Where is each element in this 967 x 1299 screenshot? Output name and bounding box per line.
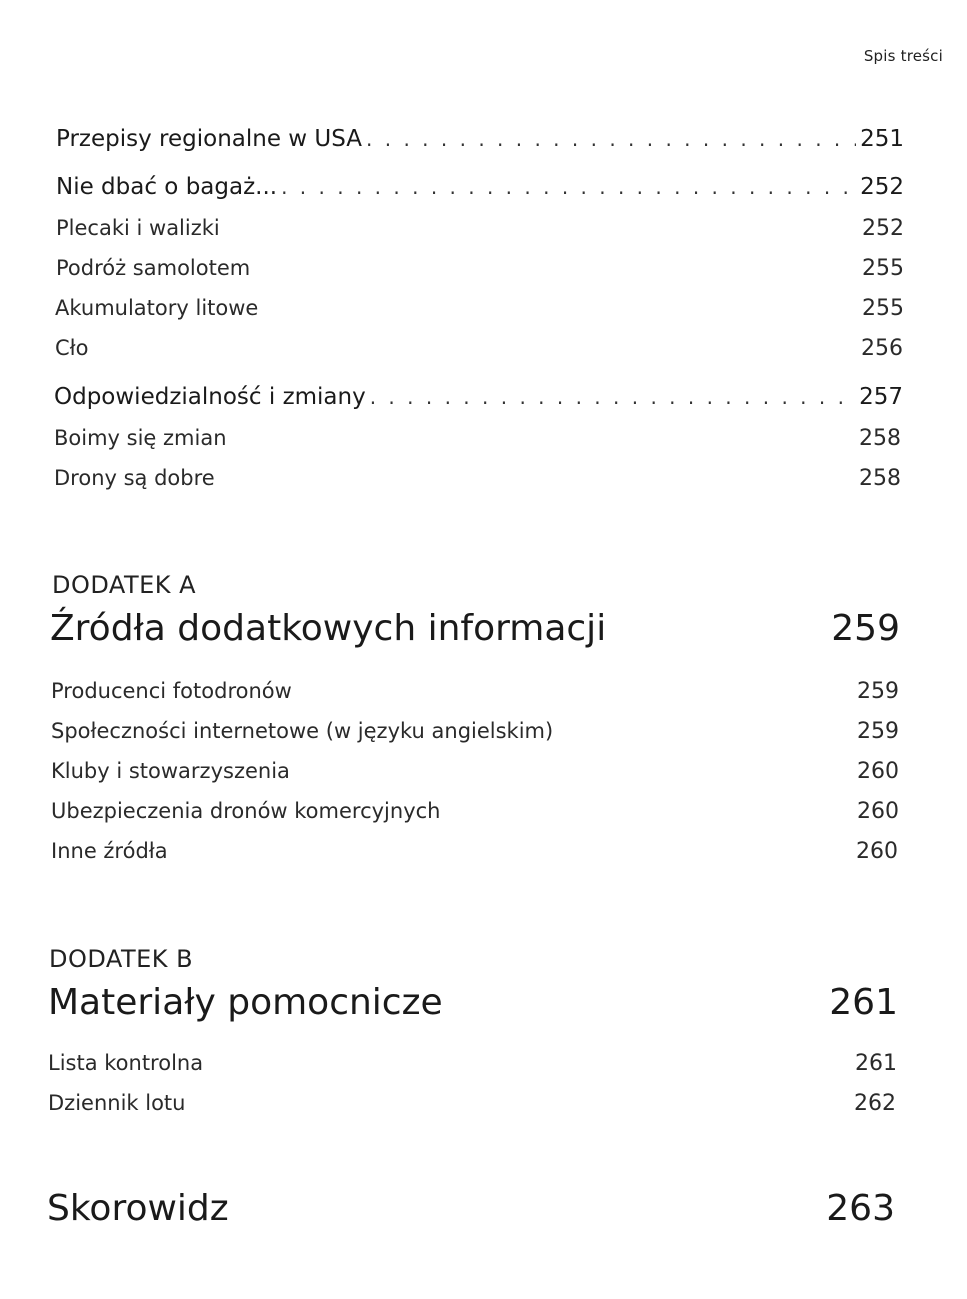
toc-chapter-materialy-pomocnicze[interactable]	[48, 982, 898, 1023]
dot-leader	[281, 175, 856, 199]
toc-entry-nie-dbac-o-bagaz[interactable]	[56, 174, 904, 200]
toc-subentry-title: Plecaki i walizki	[56, 216, 220, 240]
toc-subentry-title: Lista kontrolna	[48, 1051, 204, 1075]
toc-subentry-title: Społeczności internetowe (w języku angielskim)	[51, 719, 554, 743]
toc-subentry-page: 258	[859, 426, 901, 451]
toc-subentry-page: 261	[855, 1051, 897, 1076]
toc-subentry-page: 260	[857, 759, 899, 784]
toc-subentry[interactable]	[51, 839, 898, 864]
toc-subentry[interactable]	[51, 799, 899, 824]
toc-entry-title: Przepisy regionalne w USA	[56, 126, 363, 152]
toc-subentry[interactable]	[51, 679, 899, 704]
toc-chapter-page: 263	[826, 1188, 895, 1229]
toc-entry-przepisy-regionalne[interactable]	[56, 126, 904, 152]
toc-chapter-page: 259	[831, 608, 900, 649]
toc-entry-odpowiedzialnosc-i-zmiany[interactable]	[54, 384, 903, 410]
dot-leader	[370, 385, 855, 409]
toc-chapter-zrodla-dodatkowych-informacji[interactable]	[50, 608, 900, 649]
toc-subentry-page: 258	[859, 466, 901, 491]
toc-subentry-page: 256	[861, 336, 903, 361]
toc-subentry-title: Dziennik lotu	[48, 1091, 186, 1115]
toc-subentry[interactable]	[48, 1051, 897, 1076]
toc-subentry-title: Ubezpieczenia dronów komercyjnych	[51, 799, 441, 823]
appendix-a-label: DODATEK A	[52, 571, 197, 599]
toc-subentry-page: 260	[857, 799, 899, 824]
toc-subentry[interactable]	[51, 759, 899, 784]
toc-chapter-title: Materiały pomocnicze	[48, 982, 443, 1023]
toc-subentry-page: 255	[862, 256, 904, 281]
toc-subentry[interactable]	[48, 1091, 896, 1116]
toc-subentry-title: Kluby i stowarzyszenia	[51, 759, 290, 783]
toc-subentry-title: Inne źródła	[51, 839, 168, 863]
toc-subentry-title: Producenci fotodronów	[51, 679, 292, 703]
toc-subentry[interactable]	[56, 216, 904, 241]
toc-subentry[interactable]	[54, 426, 901, 451]
toc-chapter-title: Skorowidz	[47, 1188, 229, 1229]
toc-subentry-page: 252	[862, 216, 904, 241]
toc-entry-title: Odpowiedzialność i zmiany	[54, 384, 366, 410]
toc-subentry-title: Drony są dobre	[54, 466, 215, 490]
toc-chapter-page: 261	[829, 982, 898, 1023]
toc-entry-page: 257	[859, 384, 903, 410]
toc-subentry-title: Akumulatory litowe	[55, 296, 259, 320]
toc-subentry-page: 260	[856, 839, 898, 864]
toc-subentry[interactable]	[54, 466, 901, 491]
toc-subentry-title: Boimy się zmian	[54, 426, 227, 450]
toc-subentry[interactable]	[51, 719, 899, 744]
toc-chapter-skorowidz[interactable]	[47, 1188, 895, 1229]
toc-entry-page: 252	[860, 174, 904, 200]
appendix-b-label: DODATEK B	[49, 945, 194, 973]
toc-subentry-title: Podróż samolotem	[56, 256, 251, 280]
toc-chapter-title: Źródła dodatkowych informacji	[50, 608, 607, 649]
dot-leader	[366, 127, 856, 151]
toc-subentry-title: Cło	[55, 336, 89, 360]
toc-entry-page: 251	[860, 126, 904, 152]
toc-entry-title: Nie dbać o bagaż...	[56, 174, 278, 200]
toc-subentry-page: 262	[854, 1091, 896, 1116]
toc-subentry[interactable]	[55, 296, 904, 321]
toc-subentry[interactable]	[56, 256, 904, 281]
running-head: Spis treści	[863, 47, 943, 65]
toc-subentry-page: 255	[862, 296, 904, 321]
toc-subentry-page: 259	[857, 679, 899, 704]
toc-subentry[interactable]	[55, 336, 903, 361]
toc-subentry-page: 259	[857, 719, 899, 744]
